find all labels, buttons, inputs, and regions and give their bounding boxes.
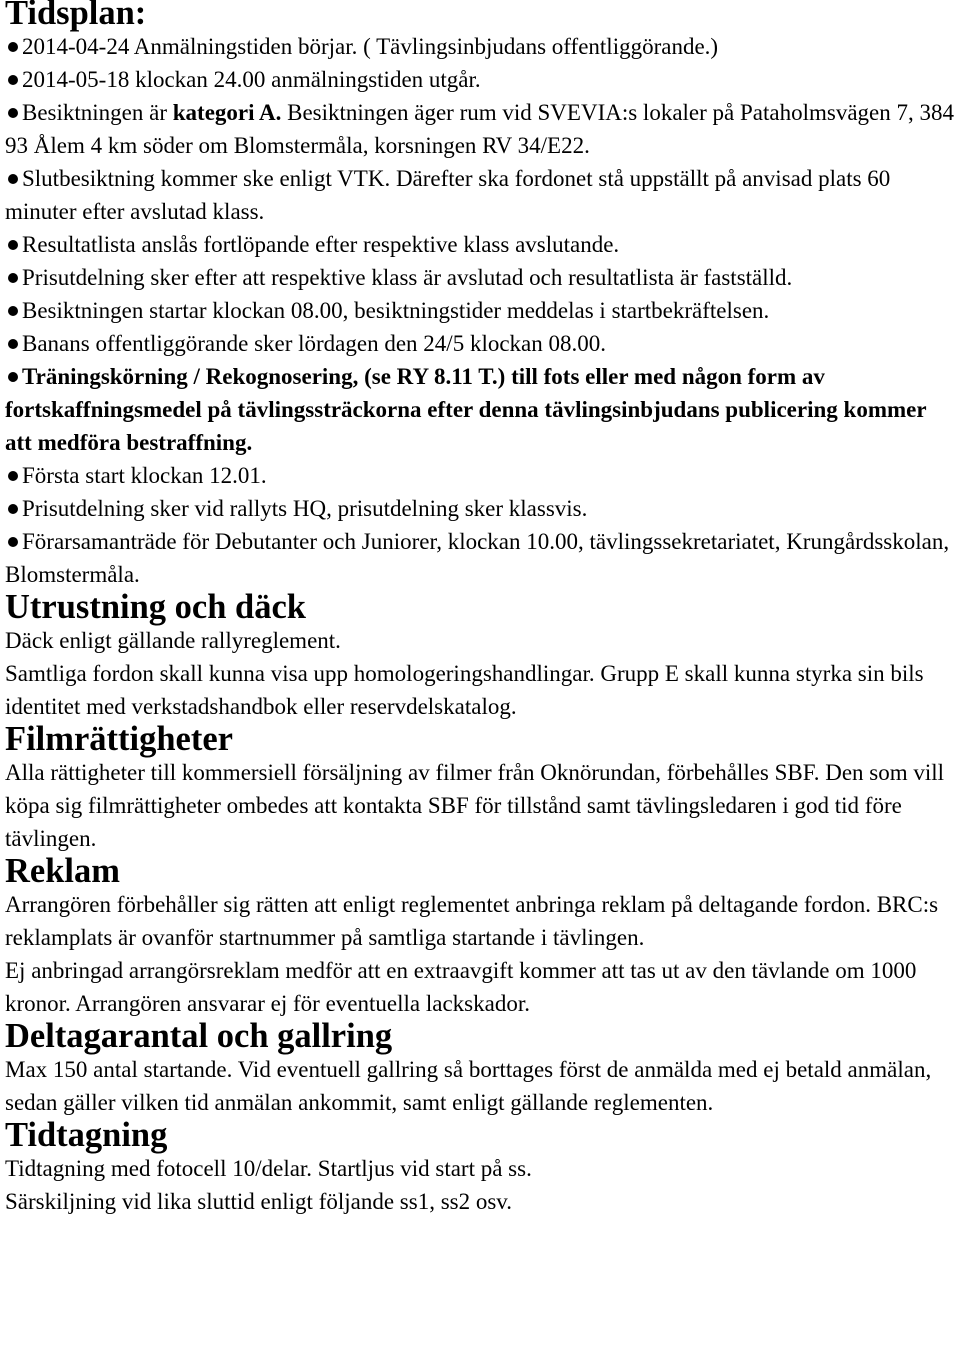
- list-item: Resultatlista anslås fortlöpande efter respektive klass avslutande.: [5, 228, 957, 261]
- bullet-icon: [8, 240, 18, 250]
- bullet-icon: [8, 42, 18, 52]
- heading-utrustning: Utrustning och däck: [5, 588, 306, 626]
- paragraph: Ej anbringad arrangörsreklam medför att en extraavgift kommer att tas ut av den tävlande om 1000 kronor. Arrangören ansvarar ej för eventuella lackskador.: [5, 958, 917, 1016]
- list-item: Besiktningen startar klockan 08.00, besiktningstider meddelas i startbekräftelsen.: [5, 294, 957, 327]
- paragraph: Samtliga fordon skall kunna visa upp homologeringshandlingar. Grupp E skall kunna styrka sin bils identitet med verkstadshandbok eller reservdelskatalog.: [5, 661, 924, 719]
- bullet-icon: [8, 75, 18, 85]
- list-item: 2014-04-24 Anmälningstiden börjar. ( Tävlingsinbjudans offentliggörande.): [5, 30, 957, 63]
- tidsplan-list: [5, 30, 957, 591]
- list-item: Prisutdelning sker efter att respektive klass är avslutad och resultatlista är fastställd.: [5, 261, 957, 294]
- heading-filmrattigheter: Filmrättigheter: [5, 720, 233, 758]
- paragraph: Alla rättigheter till kommersiell försäljning av filmer från Oknörundan, förbehålles SBF. Den som vill köpa sig filmrättigheter ombedes att kontakta SBF för tillstånd samt tävlingsledaren i god tid före tävlingen.: [5, 760, 945, 851]
- bullet-icon: [8, 108, 18, 118]
- list-item: Prisutdelning sker vid rallyts HQ, prisutdelning sker klassvis.: [5, 492, 957, 525]
- list-item: Förarsamanträde för Debutanter och Juniorer, klockan 10.00, tävlingssekretariatet, Krungårdsskolan, Blomstermåla.: [5, 529, 950, 587]
- bullet-icon: [8, 471, 18, 481]
- list-item: Banans offentliggörande sker lördagen den 24/5 klockan 08.00.: [5, 327, 957, 360]
- bullet-icon: [8, 537, 18, 547]
- bullet-icon: [8, 372, 18, 382]
- heading-reklam: Reklam: [5, 852, 120, 890]
- paragraph: Särskiljning vid lika sluttid enligt följande ss1, ss2 osv.: [5, 1189, 513, 1214]
- paragraph: Tidtagning med fotocell 10/delar. Startljus vid start på ss.: [5, 1156, 532, 1181]
- heading-tidtagning: Tidtagning: [5, 1116, 168, 1154]
- list-item: 2014-05-18 klockan 24.00 anmälningstiden utgår.: [5, 63, 957, 96]
- list-item: Första start klockan 12.01.: [5, 459, 957, 492]
- heading-tidsplan: Tidsplan:: [5, 0, 147, 32]
- bullet-icon: [8, 504, 18, 514]
- paragraph: Däck enligt gällande rallyreglement.: [5, 628, 341, 653]
- paragraph: Max 150 antal startande. Vid eventuell gallring så borttages först de anmälda med ej betald anmälan, sedan gäller vilken tid anmälan ankommit, samt enligt gällande reglementen.: [5, 1057, 932, 1115]
- list-item: Träningskörning / Rekognosering, (se RY 8.11 T.) till fots eller med någon form av fortskaffningsmedel på tävlingssträckorna efter denna tävlingsinbjudans publicering kommer att medföra bestraffning.: [5, 364, 927, 455]
- heading-deltagarantal: Deltagarantal och gallring: [5, 1017, 393, 1055]
- bullet-icon: [8, 306, 18, 316]
- bullet-icon: [8, 174, 18, 184]
- paragraph: Arrangören förbehåller sig rätten att enligt reglementet anbringa reklam på deltagande fordon. BRC:s reklamplats är ovanför startnummer på samtliga startande i tävlingen.: [5, 892, 939, 950]
- list-item: Besiktningen är kategori A. Besiktningen äger rum vid SVEVIA:s lokaler på Pataholmsvägen 7, 384 93 Ålem 4 km söder om Blomstermåla, korsningen RV 34/E22.: [5, 100, 954, 158]
- bullet-icon: [8, 339, 18, 349]
- bullet-icon: [8, 273, 18, 283]
- list-item: Slutbesiktning kommer ske enligt VTK. Därefter ska fordonet stå uppställt på anvisad plats 60 minuter efter avslutad klass.: [5, 166, 891, 224]
